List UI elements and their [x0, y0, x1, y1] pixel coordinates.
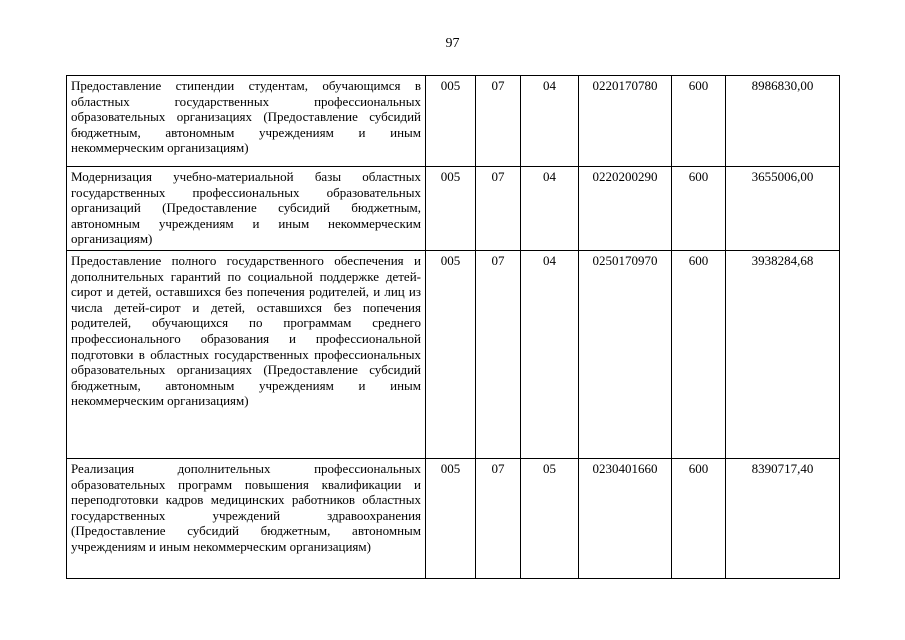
row-expense-type-code: 600	[672, 251, 726, 459]
row-amount: 8986830,00	[726, 76, 840, 167]
row-subsection-code: 04	[521, 76, 579, 167]
row-grbs-code: 005	[426, 167, 476, 251]
table-row	[67, 167, 840, 251]
row-expense-type-code: 600	[672, 459, 726, 579]
table-row	[67, 459, 840, 579]
row-grbs-code: 005	[426, 459, 476, 579]
row-target-item-code: 0250170970	[579, 251, 672, 459]
row-section-code: 07	[476, 76, 521, 167]
row-subsection-code: 04	[521, 167, 579, 251]
row-grbs-code: 005	[426, 76, 476, 167]
row-expense-type-code: 600	[672, 76, 726, 167]
row-section-code: 07	[476, 167, 521, 251]
row-description: Предоставление стипендии студентам, обучающимся в областных государственных профессиональных образовательных организациях (Предоставление субсидий бюджетным, автономным учреждениям и иным некоммерческим организациям)	[67, 76, 426, 167]
page-number: 97	[445, 36, 460, 51]
row-section-code: 07	[476, 251, 521, 459]
row-amount: 8390717,40	[726, 459, 840, 579]
row-amount: 3655006,00	[726, 167, 840, 251]
row-target-item-code: 0220170780	[579, 76, 672, 167]
row-target-item-code: 0230401660	[579, 459, 672, 579]
row-description: Модернизация учебно-материальной базы областных государственных профессиональных образовательных организаций (Предоставление субсидий бюджетным, автономным учреждениям и иным некоммерческим организациям)	[67, 167, 426, 251]
row-expense-type-code: 600	[672, 167, 726, 251]
table-row	[67, 251, 840, 459]
row-subsection-code: 04	[521, 251, 579, 459]
row-subsection-code: 05	[521, 459, 579, 579]
table-row	[67, 76, 840, 167]
row-description: Реализация дополнительных профессиональных образовательных программ повышения квалификации и переподготовки кадров медицинских работников областных государственных учреждений здравоохранения (Предоставление субсидий бюджетным, автономным учреждениям и иным некоммерческим организациям)	[67, 459, 426, 579]
row-description: Предоставление полного государственного обеспечения и дополнительных гарантий по социальной поддержке детей-сирот и детей, оставшихся без попечения родителей, и лиц из числа детей-сирот и детей, оставшихся без попечения родителей, обучающихся по программам среднего профессионального образования и профессиональной подготовки в областных государственных профессиональных образовательных организациях (Предоставление субсидий бюджетным, автономным учреждениям и иным некоммерческим организациям)	[67, 251, 426, 459]
row-section-code: 07	[476, 459, 521, 579]
row-grbs-code: 005	[426, 251, 476, 459]
row-target-item-code: 0220200290	[579, 167, 672, 251]
row-amount: 3938284,68	[726, 251, 840, 459]
budget-table	[66, 75, 840, 579]
